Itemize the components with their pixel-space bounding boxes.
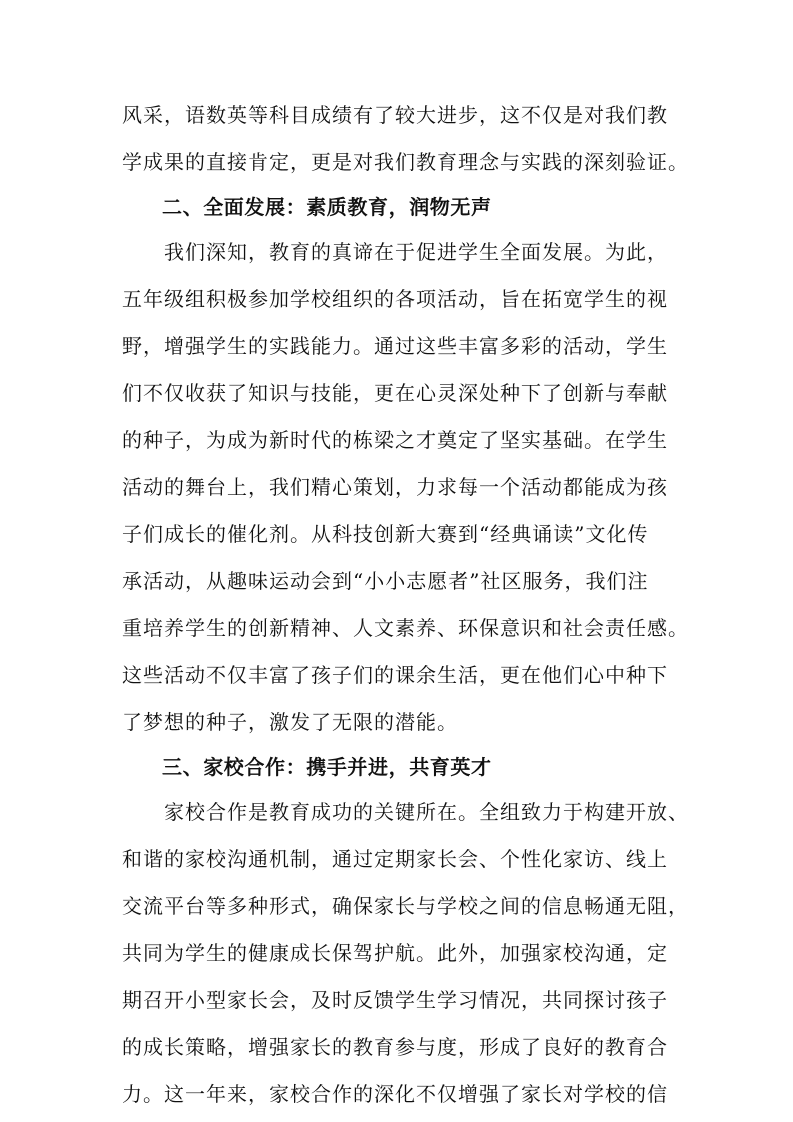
paragraph-line: 这些活动不仅丰富了孩子们的课余生活，更在他们心中种下: [122, 663, 668, 687]
paragraph-line: 期召开小型家长会，及时反馈学生学习情况，共同探讨孩子: [122, 988, 668, 1012]
paragraph-line: 五年级组积极参加学校组织的各项活动，旨在拓宽学生的视: [122, 287, 668, 311]
paragraph-line: 子们成长的催化剂。从科技创新大赛到“经典诵读”文化传: [122, 522, 649, 546]
paragraph-line: 风采，语数英等科目成绩有了较大进步，这不仅是对我们教: [122, 103, 668, 127]
paragraph-line: 力。这一年来，家校合作的深化不仅增强了家长对学校的信: [122, 1082, 668, 1106]
paragraph-line: 活动的舞台上，我们精心策划，力求每一个活动都能成为孩: [122, 475, 668, 499]
paragraph-line: 重培养学生的创新精神、人文素养、环保意识和社会责任感。: [122, 616, 689, 640]
paragraph-line: 我们深知，教育的真谛在于促进学生全面发展。为此，: [122, 240, 668, 264]
paragraph-line: 了梦想的种子，激发了无限的潜能。: [122, 710, 458, 734]
paragraph-line: 的成长策略，增强家长的教育参与度，形成了良好的教育合: [122, 1035, 668, 1059]
paragraph-line: 们不仅收获了知识与技能，更在心灵深处种下了创新与奉献: [122, 381, 668, 405]
section-heading: 三、家校合作：携手并进，共育英才: [162, 755, 492, 779]
paragraph-line: 共同为学生的健康成长保驾护航。此外，加强家校沟通，定: [122, 941, 668, 965]
paragraph-line: 和谐的家校沟通机制，通过定期家长会、个性化家访、线上: [122, 847, 668, 871]
paragraph-line: 承活动，从趣味运动会到“小小志愿者”社区服务，我们注: [122, 569, 649, 593]
paragraph-line: 交流平台等多种形式，确保家长与学校之间的信息畅通无阻，: [122, 894, 689, 918]
paragraph-line: 的种子，为成为新时代的栋梁之才奠定了坚实基础。在学生: [122, 428, 668, 452]
paragraph-line: 野，增强学生的实践能力。通过这些丰富多彩的活动，学生: [122, 334, 668, 358]
section-heading: 二、全面发展：素质教育，润物无声: [162, 195, 492, 219]
paragraph-line: 学成果的直接肯定，更是对我们教育理念与实践的深刻验证。: [122, 150, 689, 174]
paragraph-line: 家校合作是教育成功的关键所在。全组致力于构建开放、: [122, 800, 689, 824]
